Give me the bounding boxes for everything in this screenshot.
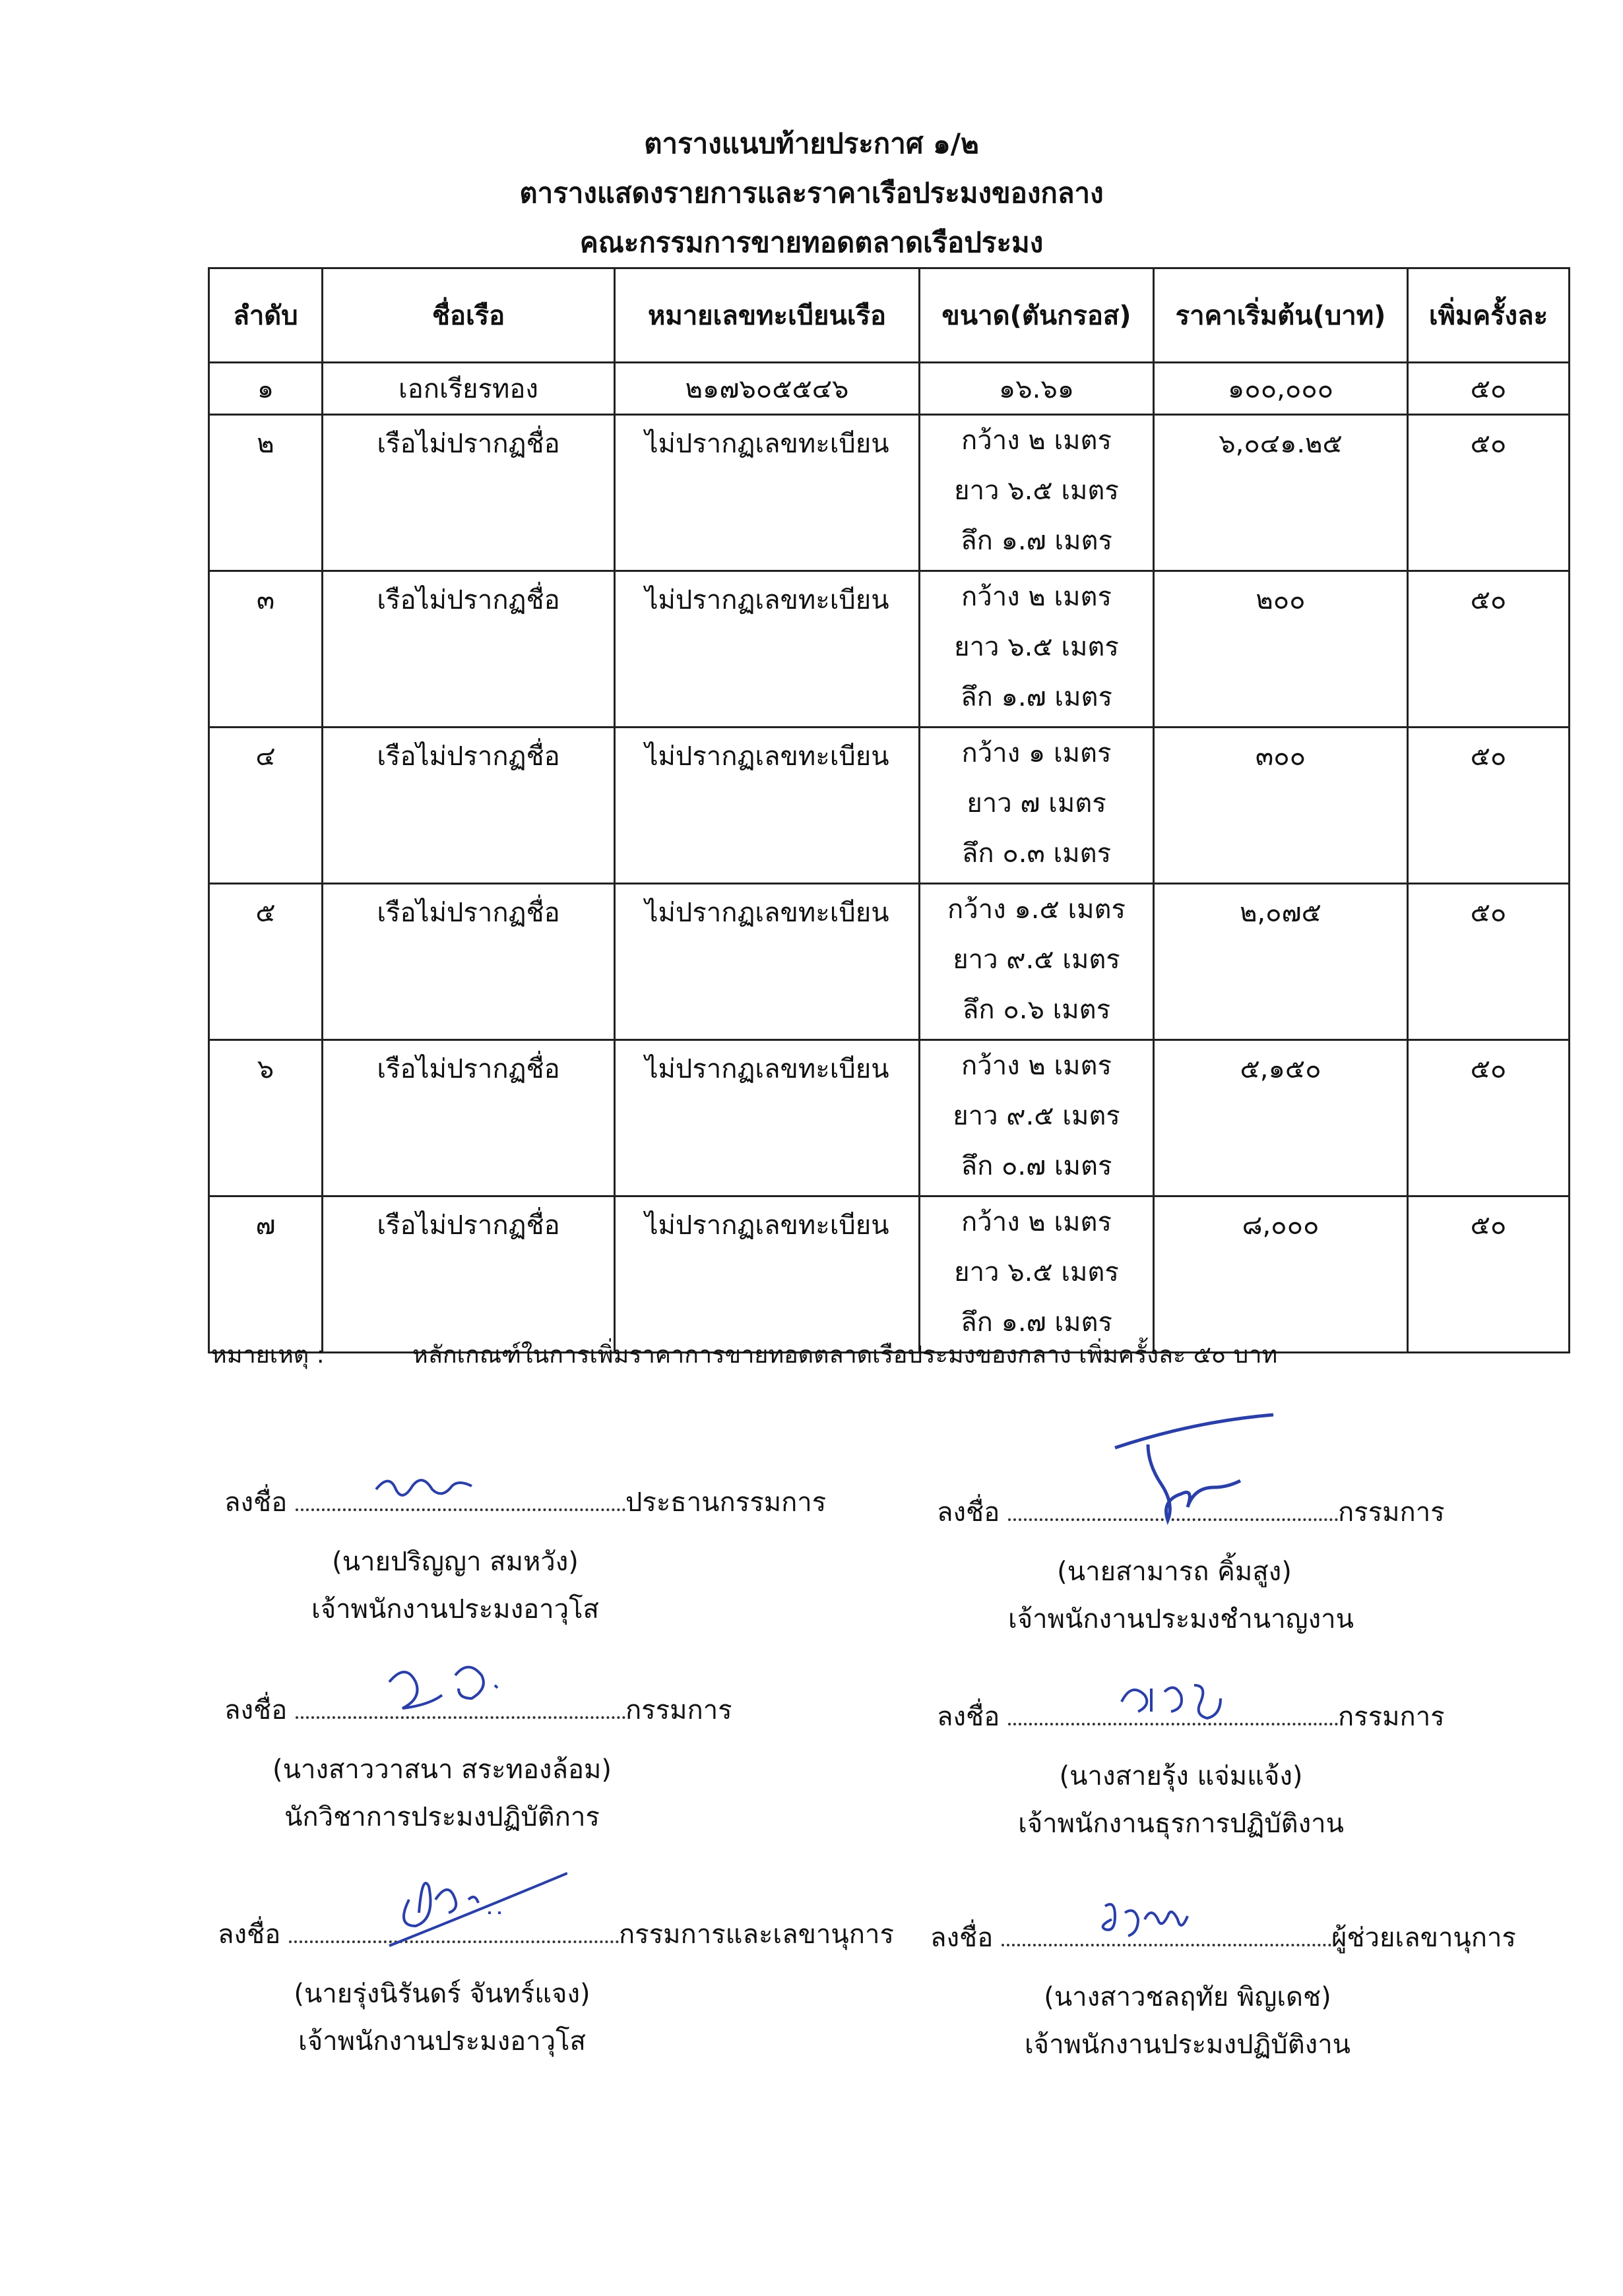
cell-price: ๘,๐๐๐ <box>1154 1196 1408 1353</box>
signer-role: กรรมการ <box>1337 1702 1445 1732</box>
signer-position: เจ้าพนักงานธุรการปฏิบัติงาน <box>1018 1809 1344 1839</box>
cell-no: ๒ <box>209 415 323 571</box>
signer-position: เจ้าพนักงานประมงอาวุโส <box>298 2026 586 2057</box>
signer-role: ผู้ช่วยเลขานุการ <box>1331 1923 1516 1953</box>
cell-reg: ไม่ปรากฏเลขทะเบียน <box>615 1196 920 1353</box>
table-row <box>209 1196 1570 1353</box>
cell-increment: ๕๐ <box>1408 728 1570 884</box>
signer-position: เจ้าพนักงานประมงอาวุโส <box>311 1594 599 1625</box>
cell-price: ๑๐๐,๐๐๐ <box>1154 363 1408 415</box>
table-row <box>209 571 1570 728</box>
cell-no: ๑ <box>209 363 323 415</box>
table-row <box>209 363 1570 415</box>
handwritten-signature-1 <box>369 1470 482 1509</box>
cell-name: เรือไม่ปรากฏชื่อ <box>323 415 615 571</box>
size-depth: ลึก ๑.๗ เมตร <box>961 1307 1112 1338</box>
cell-size <box>920 571 1154 728</box>
size-length: ยาว ๙.๕ เมตร <box>953 945 1120 975</box>
cell-name: เรือไม่ปรากฏชื่อ <box>323 728 615 884</box>
cell-increment: ๕๐ <box>1408 1196 1570 1353</box>
signer-name: (นายรุ่งนิรันดร์ จันทร์แจง) <box>294 1979 590 2009</box>
handwritten-signature-5 <box>383 1860 567 1959</box>
cell-increment: ๕๐ <box>1408 415 1570 571</box>
signer-name: (นายปริญญา สมหวัง) <box>332 1547 579 1577</box>
signer-name: (นายสามารถ คิ้มสูง) <box>1057 1557 1292 1587</box>
cell-reg: ไม่ปรากฏเลขทะเบียน <box>615 1040 920 1196</box>
table-row <box>209 415 1570 571</box>
signature-block <box>930 1919 1516 2063</box>
signer-role: กรรมการ <box>1337 1497 1445 1528</box>
col-header-reg: หมายเลขทะเบียนเรือ <box>615 268 920 363</box>
cell-price: ๕,๑๕๐ <box>1154 1040 1408 1196</box>
cell-name: เอกเรียรทอง <box>323 363 615 415</box>
cell-price: ๒๐๐ <box>1154 571 1408 728</box>
size-depth: ลึก ๐.๓ เมตร <box>961 838 1112 869</box>
signer-role: กรรมการและเลขานุการ <box>618 1919 894 1950</box>
cell-name: เรือไม่ปรากฏชื่อ <box>323 571 615 728</box>
cell-size <box>920 415 1154 571</box>
table-row <box>209 1040 1570 1196</box>
size-depth: ลึก ๑.๗ เมตร <box>961 682 1112 712</box>
cell-name: เรือไม่ปรากฏชื่อ <box>323 1196 615 1353</box>
size-width: กว้าง ๒ เมตร <box>961 425 1112 456</box>
col-header-price: ราคาเริ่มต้น(บาท) <box>1154 268 1408 363</box>
cell-name: เรือไม่ปรากฏชื่อ <box>323 884 615 1040</box>
sign-label: ลงชื่อ <box>937 1497 1000 1528</box>
header-title-2: ตารางแสดงรายการและราคาเรือประมงของกลาง <box>519 177 1104 209</box>
signer-position: เจ้าพนักงานประมงชำนาญงาน <box>1008 1604 1354 1634</box>
size-width: กว้าง ๑.๕ เมตร <box>947 894 1126 925</box>
size-depth: ลึก ๐.๖ เมตร <box>962 995 1111 1025</box>
handwritten-signature-4 <box>1115 1675 1234 1722</box>
size-width: กว้าง ๒ เมตร <box>961 582 1112 612</box>
cell-size <box>920 884 1154 1040</box>
cell-no: ๔ <box>209 728 323 884</box>
cell-price: ๖,๐๔๑.๒๕ <box>1154 415 1408 571</box>
table-row <box>209 728 1570 884</box>
size-width: กว้าง ๒ เมตร <box>961 1051 1112 1081</box>
cell-price: ๓๐๐ <box>1154 728 1408 884</box>
size-depth: ลึก ๐.๗ เมตร <box>961 1151 1112 1181</box>
size-length: ยาว ๖.๕ เมตร <box>954 632 1119 662</box>
size-length: ยาว ๙.๕ เมตร <box>953 1101 1120 1131</box>
signer-position: นักวิชาการประมงปฏิบัติการ <box>284 1802 600 1832</box>
size-depth: ลึก ๑.๗ เมตร <box>961 526 1112 556</box>
cell-reg: ๒๑๗๖๐๕๕๔๖ <box>615 363 920 415</box>
size-width: กว้าง ๒ เมตร <box>961 1207 1112 1237</box>
size-length: ยาว ๗ เมตร <box>967 788 1106 819</box>
size-length: ยาว ๖.๕ เมตร <box>954 1257 1119 1288</box>
cell-reg: ไม่ปรากฏเลขทะเบียน <box>615 884 920 1040</box>
table-header-row <box>209 268 1570 363</box>
signer-name: (นางสายรุ้ง แจ่มแจ้ง) <box>1059 1761 1303 1791</box>
col-header-increment: เพิ่มครั้งละ <box>1408 268 1570 363</box>
signer-name: (นางสาววาสนา สระทองล้อม) <box>272 1754 612 1785</box>
cell-reg: ไม่ปรากฏเลขทะเบียน <box>615 415 920 571</box>
cell-reg: ไม่ปรากฏเลขทะเบียน <box>615 571 920 728</box>
header-title-1: ตารางแนบท้ายประกาศ ๑/๒ <box>644 127 979 160</box>
cell-name: เรือไม่ปรากฏชื่อ <box>323 1040 615 1196</box>
sign-label: ลงชื่อ <box>218 1919 281 1950</box>
signer-role: กรรมการ <box>625 1695 732 1725</box>
cell-no: ๓ <box>209 571 323 728</box>
cell-increment: ๕๐ <box>1408 571 1570 728</box>
size-length: ยาว ๖.๕ เมตร <box>954 476 1119 506</box>
handwritten-signature-3 <box>383 1656 515 1722</box>
cell-size: ๑๖.๖๑ <box>920 363 1154 415</box>
cell-increment: ๕๐ <box>1408 884 1570 1040</box>
header-title-3: คณะกรรมการขายทอดตลาดเรือประมง <box>579 226 1044 259</box>
cell-increment: ๕๐ <box>1408 363 1570 415</box>
note-text: หลักเกณฑ์ในการเพิ่มราคาการขายทอดตลาดเรือประมงของกลาง เพิ่มครั้งละ ๕๐ บาท <box>412 1342 1278 1369</box>
col-header-no: ลำดับ <box>209 268 323 363</box>
col-header-size: ขนาด(ตันกรอส) <box>920 268 1154 363</box>
table-row <box>209 884 1570 1040</box>
signer-position: เจ้าพนักงานประมงปฏิบัติงาน <box>1024 2030 1351 2060</box>
handwritten-signature-6 <box>1095 1893 1214 1946</box>
cell-no: ๕ <box>209 884 323 1040</box>
cell-size <box>920 1040 1154 1196</box>
cell-no: ๖ <box>209 1040 323 1196</box>
note-label: หมายเหตุ : <box>211 1342 325 1369</box>
boat-price-table <box>208 267 1570 1353</box>
signature-block <box>224 1484 826 1628</box>
size-width: กว้าง ๑ เมตร <box>961 738 1112 768</box>
cell-reg: ไม่ปรากฏเลขทะเบียน <box>615 728 920 884</box>
cell-price: ๒,๐๗๕ <box>1154 884 1408 1040</box>
signer-name: (นางสาวชลฤทัย พิญเดช) <box>1044 1982 1331 2012</box>
cell-size <box>920 728 1154 884</box>
handwritten-signature-2 <box>1108 1412 1280 1530</box>
signer-role: ประธานกรรมการ <box>625 1487 827 1518</box>
col-header-name: ชื่อเรือ <box>323 268 615 363</box>
sign-label: ลงชื่อ <box>224 1487 288 1518</box>
sign-label: ลงชื่อ <box>937 1702 1000 1732</box>
cell-size <box>920 1196 1154 1353</box>
sign-label: ลงชื่อ <box>224 1695 288 1725</box>
sign-label: ลงชื่อ <box>930 1923 994 1953</box>
cell-no: ๗ <box>209 1196 323 1353</box>
cell-increment: ๕๐ <box>1408 1040 1570 1196</box>
